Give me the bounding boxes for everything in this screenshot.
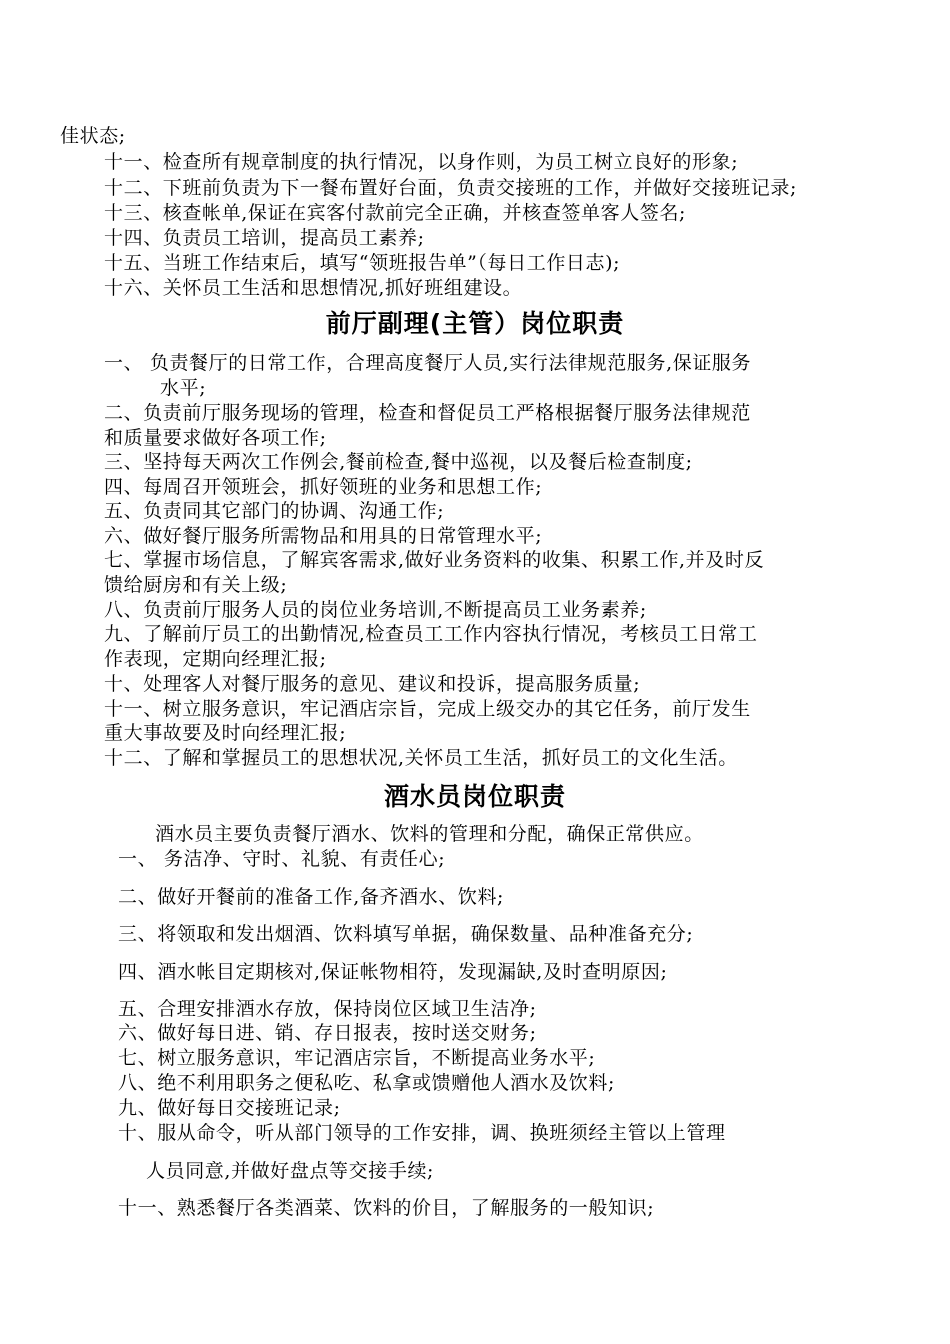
duty-item: 十四、负责员工培训，提高员工素养;: [104, 227, 425, 249]
duty-line: 水平;: [160, 377, 207, 399]
duty-line: 八、绝不利用职务之便私吃、私拿或馈赠他人酒水及饮料;: [118, 1072, 616, 1094]
duty-line: 十一、熟悉餐厅各类酒菜、饮料的价目，了解服务的一般知识;: [118, 1197, 655, 1219]
duty-line: 人员同意,并做好盘点等交接手续;: [146, 1160, 435, 1182]
duty-line: 二、负责前厅服务现场的管理，检查和督促员工严格根据餐厅服务法律规范: [104, 402, 751, 424]
duty-line: 馈给厨房和有关上级;: [104, 574, 288, 596]
duty-line: 四、酒水帐目定期核对,保证帐物相符，发现漏缺,及时查明原因;: [118, 961, 668, 983]
duty-line: 九、做好每日交接班记录;: [118, 1097, 341, 1119]
duty-line: 一、 负责餐厅的日常工作，合理高度餐厅人员,实行法律规范服务,保证服务: [104, 352, 752, 374]
duty-item: 十三、核查帐单,保证在宾客付款前完全正确，并核查签单客人签名;: [104, 202, 687, 224]
duty-line: 一、 务洁净、守时、礼貌、有责任心;: [118, 848, 446, 870]
continuation-text: 佳状态;: [60, 125, 126, 147]
section-intro: 酒水员主要负责餐厅酒水、饮料的管理和分配，确保正常供应。: [155, 823, 704, 845]
duty-line: 七、掌握市场信息，了解宾客需求,做好业务资料的收集、积累工作,并及时反: [104, 549, 765, 571]
duty-item: 十五、当班工作结束后，填写“领班报告单”（每日工作日志);: [104, 252, 621, 274]
duty-line: 作表现，定期向经理汇报;: [104, 648, 327, 670]
duty-item: 十一、检查所有规章制度的执行情况，以身作则，为员工树立良好的形象;: [104, 151, 739, 173]
duty-line: 七、树立服务意识，牢记酒店宗旨，不断提高业务水平;: [118, 1047, 596, 1069]
section-title-front-hall-supervisor: 前厅副理(主管）岗位职责: [325, 309, 625, 338]
duty-line: 十、处理客人对餐厅服务的意见、建议和投诉，提高服务质量;: [104, 673, 641, 695]
duty-line: 五、负责同其它部门的协调、沟通工作;: [104, 500, 445, 522]
duty-line: 和质量要求做好各项工作;: [104, 427, 327, 449]
duty-line: 三、坚持每天两次工作例会,餐前检查,餐中巡视，以及餐后检查制度;: [104, 451, 693, 473]
duty-line: 十二、了解和掌握员工的思想状况,关怀员工生活，抓好员工的文化生活。: [104, 747, 738, 769]
duty-line: 四、每周召开领班会，抓好领班的业务和思想工作;: [104, 476, 543, 498]
duty-line: 重大事故要及时向经理汇报;: [104, 722, 347, 744]
duty-item: 十二、下班前负责为下一餐布置好台面，负责交接班的工作，并做好交接班记录;: [104, 177, 798, 199]
duty-line: 十一、树立服务意识，牢记酒店宗旨，完成上级交办的其它任务，前厅发生: [104, 698, 751, 720]
section-title-beverage-attendant: 酒水员岗位职责: [383, 782, 566, 811]
duty-line: 八、负责前厅服务人员的岗位业务培训,不断提高员工业务素养;: [104, 599, 647, 621]
duty-line: 九、了解前厅员工的出勤情况,检查员工工作内容执行情况，考核员工日常工: [104, 623, 758, 645]
duty-line: 六、做好餐厅服务所需物品和用具的日常管理水平;: [104, 525, 543, 547]
duty-line: 三、将领取和发出烟酒、饮料填写单据，确保数量、品种准备充分;: [118, 923, 694, 945]
duty-line: 六、做好每日进、销、存日报表，按时送交财务;: [118, 1022, 537, 1044]
duty-item: 十六、关怀员工生活和思想情况,抓好班组建设。: [104, 277, 523, 299]
duty-line: 十、服从命令，听从部门领导的工作安排，调、换班须经主管以上管理: [118, 1122, 726, 1144]
duty-line: 五、合理安排酒水存放，保持岗位区域卫生洁净;: [118, 998, 537, 1020]
duty-line: 二、做好开餐前的准备工作,备齐酒水、饮料;: [118, 886, 505, 908]
